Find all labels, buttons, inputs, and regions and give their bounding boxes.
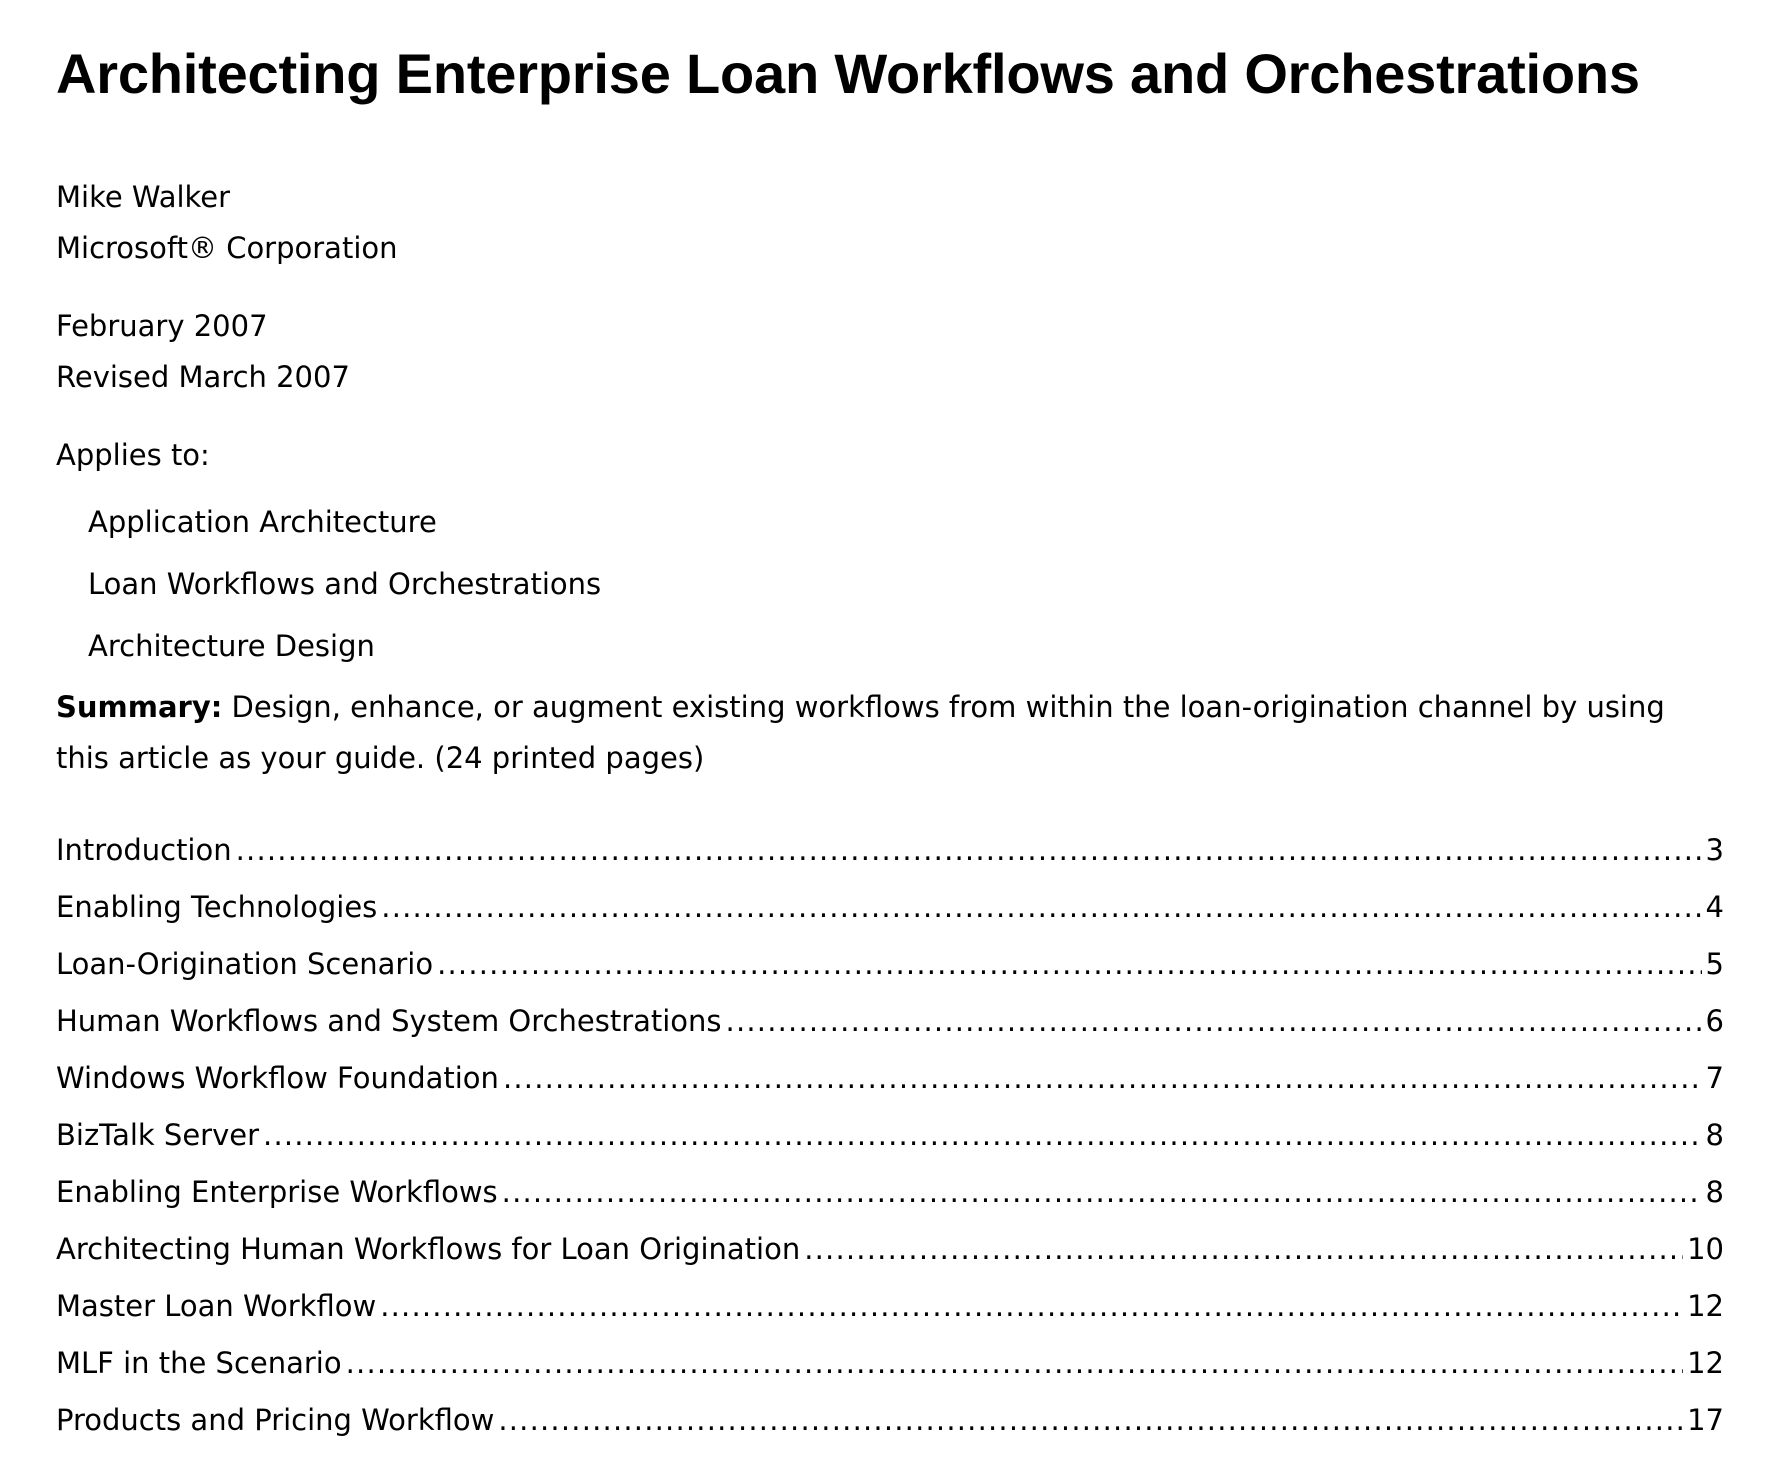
author-block (56, 172, 1724, 274)
toc-entry-title[interactable]: Enabling Technologies (56, 890, 378, 924)
toc-entry-title[interactable]: Introduction (56, 833, 232, 867)
toc-entry-title[interactable]: Products and Pricing Workflow (56, 1403, 495, 1437)
summary-text: Design, enhance, or augment existing workflows from within the loan-origination channel by using this article as your guide. (24 printed pages) (56, 690, 1665, 775)
applies-to-block (56, 430, 1724, 677)
applies-to-item: Loan Workflows and Orchestrations (88, 567, 602, 601)
author-name: Mike Walker (56, 180, 231, 214)
toc-page-number: 17 (1687, 1403, 1724, 1437)
toc-entry-title[interactable]: BizTalk Server (56, 1118, 260, 1152)
toc-page-number: 5 (1705, 947, 1724, 981)
toc-page-number: 4 (1705, 890, 1724, 924)
toc-page-number: 8 (1705, 1175, 1724, 1209)
toc-leader-dots (804, 1221, 1683, 1278)
toc-entry[interactable] (56, 1107, 1724, 1164)
document-title: Architecting Enterprise Loan Workflows and Orchestrations (56, 42, 1640, 105)
toc-entry-title[interactable]: Master Loan Workflow (56, 1289, 377, 1323)
toc-entry-title[interactable]: Human Workflows and System Orchestrations (56, 1004, 722, 1038)
applies-to-label: Applies to: (56, 438, 210, 472)
toc-entry-title[interactable]: Architecting Human Workflows for Loan Origination (56, 1232, 801, 1266)
document-page (56, 0, 1724, 1465)
toc-entry[interactable] (56, 1164, 1724, 1221)
author-organization: Microsoft® Corporation (56, 231, 398, 265)
toc-page-number: 7 (1705, 1061, 1724, 1095)
toc-leader-dots (502, 1164, 1702, 1221)
toc-page-number: 10 (1687, 1232, 1724, 1266)
toc-entry[interactable] (56, 993, 1724, 1050)
toc-leader-dots (380, 1278, 1683, 1335)
toc-entry[interactable] (56, 1050, 1724, 1107)
toc-leader-dots (726, 993, 1702, 1050)
toc-entry-title[interactable]: Enabling Enterprise Workflows (56, 1175, 498, 1209)
toc-leader-dots (498, 1392, 1683, 1449)
summary-label: Summary: (56, 690, 223, 724)
table-of-contents (56, 822, 1724, 1449)
toc-leader-dots (437, 936, 1701, 993)
applies-to-list (56, 491, 1724, 677)
toc-leader-dots (503, 1050, 1702, 1107)
toc-leader-dots (263, 1107, 1702, 1164)
toc-entry[interactable] (56, 1221, 1724, 1278)
publish-date: February 2007 (56, 309, 268, 343)
revised-date: Revised March 2007 (56, 360, 350, 394)
summary-paragraph (56, 682, 1724, 784)
toc-entry-title[interactable]: MLF in the Scenario (56, 1346, 342, 1380)
toc-page-number: 8 (1705, 1118, 1724, 1152)
toc-page-number: 12 (1687, 1346, 1724, 1380)
toc-entry[interactable] (56, 1392, 1724, 1449)
toc-page-number: 3 (1705, 833, 1724, 867)
toc-entry[interactable] (56, 936, 1724, 993)
applies-to-item: Application Architecture (88, 505, 437, 539)
toc-leader-dots (236, 822, 1702, 879)
toc-entry-title[interactable]: Windows Workflow Foundation (56, 1061, 499, 1095)
date-block (56, 301, 1724, 403)
toc-leader-dots (346, 1335, 1683, 1392)
toc-leader-dots (381, 879, 1701, 936)
toc-page-number: 6 (1705, 1004, 1724, 1038)
toc-entry[interactable] (56, 822, 1724, 879)
toc-page-number: 12 (1687, 1289, 1724, 1323)
toc-entry[interactable] (56, 1278, 1724, 1335)
toc-entry[interactable] (56, 1335, 1724, 1392)
toc-entry[interactable] (56, 879, 1724, 936)
applies-to-item: Architecture Design (88, 629, 375, 663)
toc-entry-title[interactable]: Loan-Origination Scenario (56, 947, 434, 981)
